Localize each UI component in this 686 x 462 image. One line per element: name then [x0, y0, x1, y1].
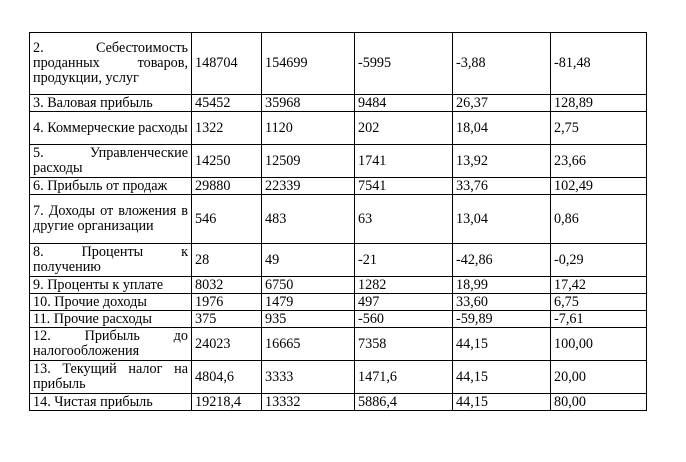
cell-value-5: 0,86 [551, 195, 647, 244]
cell-value-3: 497 [355, 294, 453, 311]
cell-value-3: 1471,6 [355, 361, 453, 394]
cell-value-5: -7,61 [551, 311, 647, 328]
cell-value-4: 18,04 [453, 112, 551, 145]
table-row [30, 195, 647, 244]
cell-value-2: 12509 [262, 145, 355, 178]
cell-value-5: -0,29 [551, 244, 647, 277]
row-label: 10. Прочие доходы [30, 294, 192, 311]
cell-value-3: -21 [355, 244, 453, 277]
cell-value-5: 100,00 [551, 328, 647, 361]
cell-value-3: 1282 [355, 277, 453, 294]
cell-value-1: 8032 [192, 277, 262, 294]
cell-value-2: 3333 [262, 361, 355, 394]
cell-value-1: 1322 [192, 112, 262, 145]
cell-value-2: 154699 [262, 33, 355, 95]
cell-value-1: 546 [192, 195, 262, 244]
cell-value-4: 13,04 [453, 195, 551, 244]
cell-value-3: 202 [355, 112, 453, 145]
cell-value-3: 7358 [355, 328, 453, 361]
row-label: 13. Текущий налог на прибыль [30, 361, 192, 394]
cell-value-4: -59,89 [453, 311, 551, 328]
row-label: 4. Коммерческие расходы [30, 112, 192, 145]
cell-value-3: 1741 [355, 145, 453, 178]
row-label: 9. Проценты к уплате [30, 277, 192, 294]
cell-value-2: 49 [262, 244, 355, 277]
table-row [30, 145, 647, 178]
cell-value-4: -42,86 [453, 244, 551, 277]
cell-value-2: 35968 [262, 95, 355, 112]
cell-value-2: 1120 [262, 112, 355, 145]
cell-value-2: 6750 [262, 277, 355, 294]
cell-value-3: 5886,4 [355, 394, 453, 411]
cell-value-5: 80,00 [551, 394, 647, 411]
cell-value-1: 24023 [192, 328, 262, 361]
row-label: 2. Себестоимость проданных товаров, продукции, услуг [30, 33, 192, 95]
cell-value-2: 22339 [262, 178, 355, 195]
cell-value-1: 375 [192, 311, 262, 328]
cell-value-4: 18,99 [453, 277, 551, 294]
row-label: 3. Валовая прибыль [30, 95, 192, 112]
cell-value-2: 13332 [262, 394, 355, 411]
row-label: 12. Прибыль до налогообложения [30, 328, 192, 361]
cell-value-4: 44,15 [453, 361, 551, 394]
cell-value-5: 102,49 [551, 178, 647, 195]
cell-value-5: 128,89 [551, 95, 647, 112]
cell-value-1: 148704 [192, 33, 262, 95]
cell-value-4: -3,88 [453, 33, 551, 95]
cell-value-2: 935 [262, 311, 355, 328]
cell-value-5: 20,00 [551, 361, 647, 394]
cell-value-2: 1479 [262, 294, 355, 311]
cell-value-1: 45452 [192, 95, 262, 112]
table-row [30, 33, 647, 95]
table-row [30, 361, 647, 394]
row-label: 6. Прибыль от продаж [30, 178, 192, 195]
cell-value-5: 17,42 [551, 277, 647, 294]
row-label: 14. Чистая прибыль [30, 394, 192, 411]
cell-value-2: 483 [262, 195, 355, 244]
cell-value-3: 9484 [355, 95, 453, 112]
cell-value-5: 2,75 [551, 112, 647, 145]
cell-value-4: 44,15 [453, 394, 551, 411]
cell-value-4: 44,15 [453, 328, 551, 361]
cell-value-1: 4804,6 [192, 361, 262, 394]
row-label: 8. Проценты к получению [30, 244, 192, 277]
table-row [30, 294, 647, 311]
cell-value-5: -81,48 [551, 33, 647, 95]
table-row [30, 328, 647, 361]
financial-results-table [29, 32, 647, 411]
table-row [30, 112, 647, 145]
row-label: 5. Управленческие расходы [30, 145, 192, 178]
cell-value-5: 23,66 [551, 145, 647, 178]
table-row [30, 178, 647, 195]
row-label: 7. Доходы от вложения в другие организации [30, 195, 192, 244]
cell-value-4: 13,92 [453, 145, 551, 178]
cell-value-4: 26,37 [453, 95, 551, 112]
cell-value-3: -560 [355, 311, 453, 328]
cell-value-5: 6,75 [551, 294, 647, 311]
cell-value-1: 19218,4 [192, 394, 262, 411]
cell-value-1: 29880 [192, 178, 262, 195]
cell-value-3: 63 [355, 195, 453, 244]
table-row [30, 277, 647, 294]
table-row [30, 394, 647, 411]
cell-value-4: 33,76 [453, 178, 551, 195]
row-label: 11. Прочие расходы [30, 311, 192, 328]
table-row [30, 95, 647, 112]
table-row [30, 244, 647, 277]
cell-value-4: 33,60 [453, 294, 551, 311]
cell-value-1: 1976 [192, 294, 262, 311]
table-row [30, 311, 647, 328]
cell-value-1: 28 [192, 244, 262, 277]
cell-value-3: 7541 [355, 178, 453, 195]
cell-value-1: 14250 [192, 145, 262, 178]
cell-value-2: 16665 [262, 328, 355, 361]
cell-value-3: -5995 [355, 33, 453, 95]
